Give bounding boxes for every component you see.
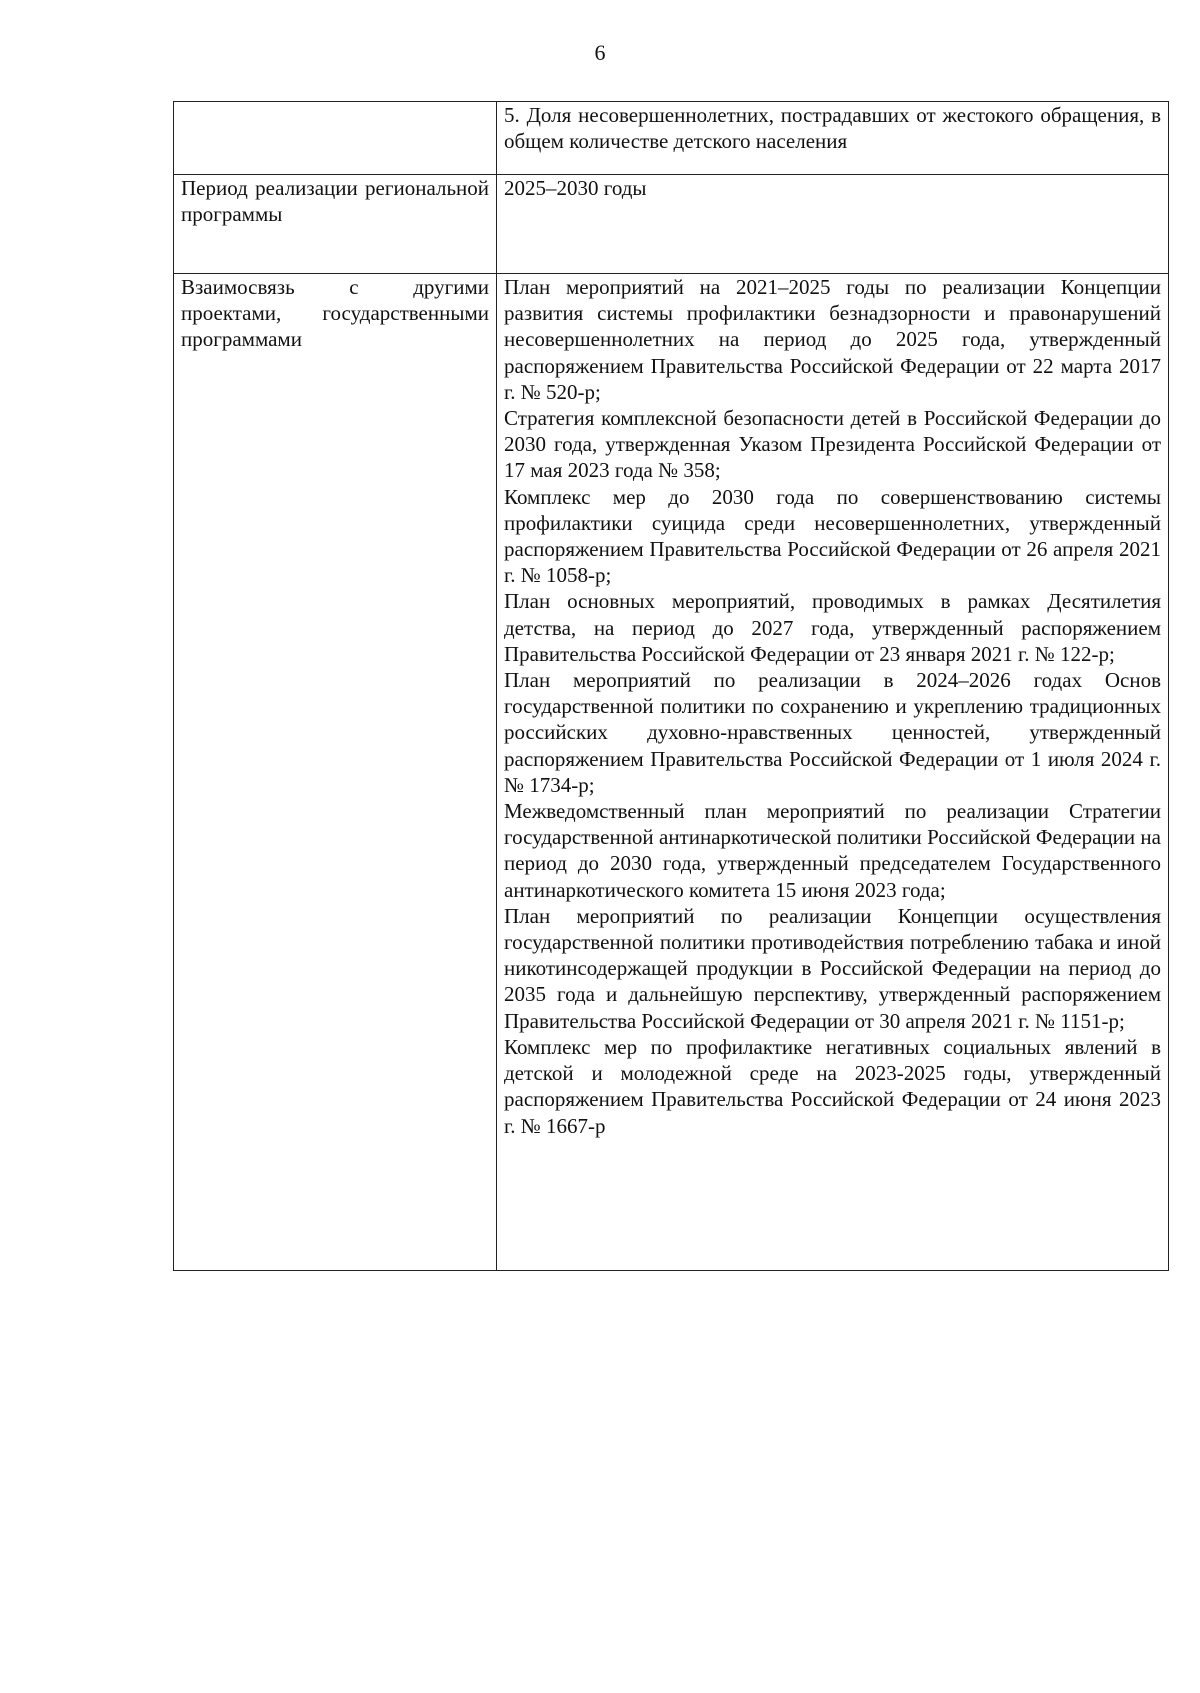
row-content: [497, 175, 1169, 274]
period-value: 2025–2030 годы: [504, 176, 647, 200]
table-row: [174, 102, 1169, 175]
row-label: [174, 175, 497, 274]
period-label: Период реализации региональной программы: [181, 176, 489, 227]
related-document-item: Межведомственный план мероприятий по реализации Стратегии государственной антинаркотической политики Российской Федерации на период до 2030 года, утвержденный председателем Государственного антинаркотического комитета 15 июня 2023 года;: [504, 799, 1161, 902]
row-content: [497, 102, 1169, 175]
row-label: [174, 274, 497, 1271]
table-row: [174, 175, 1169, 274]
related-document-item: Комплекс мер до 2030 года по совершенствованию системы профилактики суицида среди несовершеннолетних, утвержденный распоряжением Правительства Российской Федерации от 26 апреля 2021 г. № 1058-р;: [504, 484, 1161, 588]
related-document-item: Стратегия комплексной безопасности детей в Российской Федерации до 2030 года, утвержденная Указом Президента Российской Федерации от 17 мая 2023 года № 358;: [504, 406, 1161, 483]
page-number: 6: [594, 40, 606, 65]
program-passport-table: [173, 101, 1169, 1271]
related-document-item: План мероприятий на 2021–2025 годы по реализации Концепции развития системы профилактики безнадзорности и правонарушений несовершеннолетних на период до 2025 года, утвержденный распоряжением Правительства Российской Федерации от 22 марта 2017 г. № 520-р;: [504, 275, 1161, 404]
links-label: Взаимосвязь с другими проектами, государственными программами: [181, 275, 489, 352]
row-content: [497, 274, 1169, 1271]
related-document-item: План основных мероприятий, проводимых в рамках Десятилетия детства, на период до 2027 года, утвержденный распоряжением Правительства Российской Федерации от 23 января 2021 г. № 122-р;: [504, 589, 1161, 666]
related-document-item: Комплекс мер по профилактике негативных социальных явлений в детской и молодежной среде на 2023-2025 годы, утвержденный распоряжением Правительства Российской Федерации от 24 июня 2023 г. № 1667-р: [504, 1034, 1161, 1138]
row-label: [174, 102, 497, 175]
indicator-5-text: 5. Доля несовершеннолетних, пострадавших от жестокого обращения, в общем количестве детского населения: [504, 103, 1161, 154]
related-document-item: План мероприятий по реализации в 2024–2026 годах Основ государственной политики по сохранению и укреплению традиционных российских духовно-нравственных ценностей, утвержденный распоряжением Правительства Российской Федерации от 1 июля 2024 г. № 1734-р;: [504, 668, 1161, 797]
related-document-item: План мероприятий по реализации Концепции осуществления государственной политики противодействия потреблению табака и иной никотинсодержащей продукции в Российской Федерации на период до 2035 года и дальнейшую перспективу, утвержденный распоряжением Правительства Российской Федерации от 30 апреля 2021 г. № 1151-р;: [504, 903, 1161, 1033]
table-row: [174, 274, 1169, 1271]
